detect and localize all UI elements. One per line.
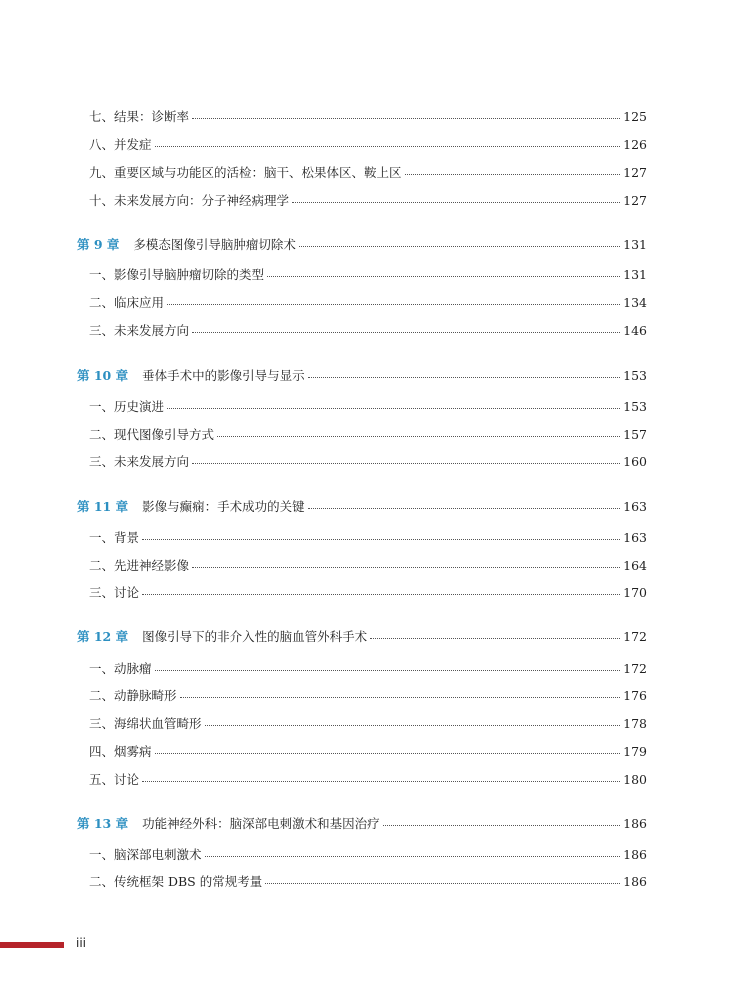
toc-section-entry[interactable] xyxy=(77,452,647,472)
toc-section-entry[interactable] xyxy=(77,742,647,762)
dot-leader xyxy=(370,638,620,639)
page-number: 176 xyxy=(623,688,647,703)
dot-leader xyxy=(142,781,620,782)
section-title: 三、未来发展方向 xyxy=(89,454,190,469)
page-number: 153 xyxy=(623,368,647,383)
chapter-title: 图像引导下的非介入性的脑血管外科手术 xyxy=(142,629,368,644)
section-title: 二、现代图像引导方式 xyxy=(89,427,215,442)
dot-leader xyxy=(205,725,621,726)
page-number: 178 xyxy=(623,716,647,731)
toc-section-entry[interactable] xyxy=(77,293,647,313)
chapter-title: 功能神经外科：脑深部电刺激术和基因治疗 xyxy=(142,816,380,831)
page-number: 125 xyxy=(623,109,647,124)
dot-leader xyxy=(155,753,621,754)
toc-section-entry[interactable] xyxy=(77,659,647,679)
page-number: 126 xyxy=(623,137,647,152)
dot-leader xyxy=(205,856,621,857)
toc-section-entry[interactable] xyxy=(77,583,647,603)
dot-leader xyxy=(405,174,621,175)
dot-leader xyxy=(265,883,620,884)
section-title: 一、脑深部电刺激术 xyxy=(89,847,202,862)
dot-leader xyxy=(180,697,621,698)
toc-section-entry[interactable] xyxy=(77,135,647,155)
toc-section-entry[interactable] xyxy=(77,770,647,790)
toc-section-entry[interactable] xyxy=(77,556,647,576)
section-title: 二、传统框架 DBS 的常规考量 xyxy=(89,874,263,889)
section-title: 七、结果：诊断率 xyxy=(89,109,190,124)
chapter-title: 多模态图像引导脑肿瘤切除术 xyxy=(133,237,296,252)
section-title: 四、烟雾病 xyxy=(89,744,152,759)
toc-section-entry[interactable] xyxy=(77,265,647,285)
page-number: 131 xyxy=(623,237,647,252)
page-number: 153 xyxy=(623,399,647,414)
chapter-number: 第 11 章 xyxy=(77,499,129,514)
page-number: 160 xyxy=(623,454,647,469)
toc-section-entry[interactable] xyxy=(77,107,647,127)
toc-chapter-entry[interactable] xyxy=(77,497,647,517)
section-title: 九、重要区域与功能区的活检：脑干、松果体区、鞍上区 xyxy=(89,165,402,180)
page-number: 134 xyxy=(623,295,647,310)
page-number: 186 xyxy=(623,847,647,862)
toc-section-entry[interactable] xyxy=(77,191,647,211)
section-title: 三、未来发展方向 xyxy=(89,323,190,338)
page-number: 186 xyxy=(623,816,647,831)
page-number: 172 xyxy=(623,629,647,644)
page-number: 164 xyxy=(623,558,647,573)
footer-accent-bar xyxy=(0,942,64,948)
page-number: 163 xyxy=(623,499,647,514)
dot-leader xyxy=(383,825,621,826)
page-number: 170 xyxy=(623,585,647,600)
toc-chapter-entry[interactable] xyxy=(77,366,647,386)
chapter-title: 垂体手术中的影像引导与显示 xyxy=(142,368,305,383)
section-title: 二、先进神经影像 xyxy=(89,558,190,573)
toc-section-entry[interactable] xyxy=(77,321,647,341)
section-title: 二、动静脉畸形 xyxy=(89,688,177,703)
chapter-number: 第 10 章 xyxy=(77,368,129,383)
page-number: 131 xyxy=(623,267,647,282)
chapter-title: 影像与癫痫：手术成功的关键 xyxy=(142,499,305,514)
page-number: 180 xyxy=(623,772,647,787)
toc-section-entry[interactable] xyxy=(77,714,647,734)
toc-section-entry[interactable] xyxy=(77,845,647,865)
chapter-number: 第 12 章 xyxy=(77,629,129,644)
dot-leader xyxy=(192,118,620,119)
page-number: 172 xyxy=(623,661,647,676)
toc-chapter-entry[interactable] xyxy=(77,814,647,834)
dot-leader xyxy=(167,408,620,409)
section-title: 二、临床应用 xyxy=(89,295,165,310)
page-number: 186 xyxy=(623,874,647,889)
toc-chapter-entry[interactable] xyxy=(77,627,647,647)
dot-leader xyxy=(292,202,620,203)
dot-leader xyxy=(217,436,620,437)
chapter-number: 第 13 章 xyxy=(77,816,129,831)
dot-leader xyxy=(267,276,620,277)
section-title: 一、影像引导脑肿瘤切除的类型 xyxy=(89,267,265,282)
chapter-number: 第 9 章 xyxy=(77,237,120,252)
section-title: 一、历史演进 xyxy=(89,399,165,414)
toc-chapter-entry[interactable] xyxy=(77,235,647,255)
page-number: 127 xyxy=(623,165,647,180)
section-title: 五、讨论 xyxy=(89,772,140,787)
dot-leader xyxy=(192,332,620,333)
section-title: 一、动脉瘤 xyxy=(89,661,152,676)
page-folio: iii xyxy=(76,936,87,950)
toc-section-entry[interactable] xyxy=(77,686,647,706)
dot-leader xyxy=(142,594,620,595)
dot-leader xyxy=(299,246,620,247)
section-title: 三、海绵状血管畸形 xyxy=(89,716,202,731)
page-number: 179 xyxy=(623,744,647,759)
section-title: 八、并发症 xyxy=(89,137,152,152)
dot-leader xyxy=(192,463,620,464)
section-title: 一、背景 xyxy=(89,530,140,545)
section-title: 三、讨论 xyxy=(89,585,140,600)
dot-leader xyxy=(167,304,620,305)
page-number: 146 xyxy=(623,323,647,338)
page-number: 127 xyxy=(623,193,647,208)
page-number: 157 xyxy=(623,427,647,442)
toc-section-entry[interactable] xyxy=(77,872,647,892)
dot-leader xyxy=(155,146,621,147)
toc-section-entry[interactable] xyxy=(77,425,647,445)
toc-section-entry[interactable] xyxy=(77,397,647,417)
section-title: 十、未来发展方向：分子神经病理学 xyxy=(89,193,290,208)
dot-leader xyxy=(192,567,620,568)
page-number: 163 xyxy=(623,530,647,545)
dot-leader xyxy=(308,508,621,509)
toc-section-entry[interactable] xyxy=(77,163,647,183)
dot-leader xyxy=(155,670,621,671)
dot-leader xyxy=(308,377,621,378)
toc-section-entry[interactable] xyxy=(77,528,647,548)
dot-leader xyxy=(142,539,620,540)
